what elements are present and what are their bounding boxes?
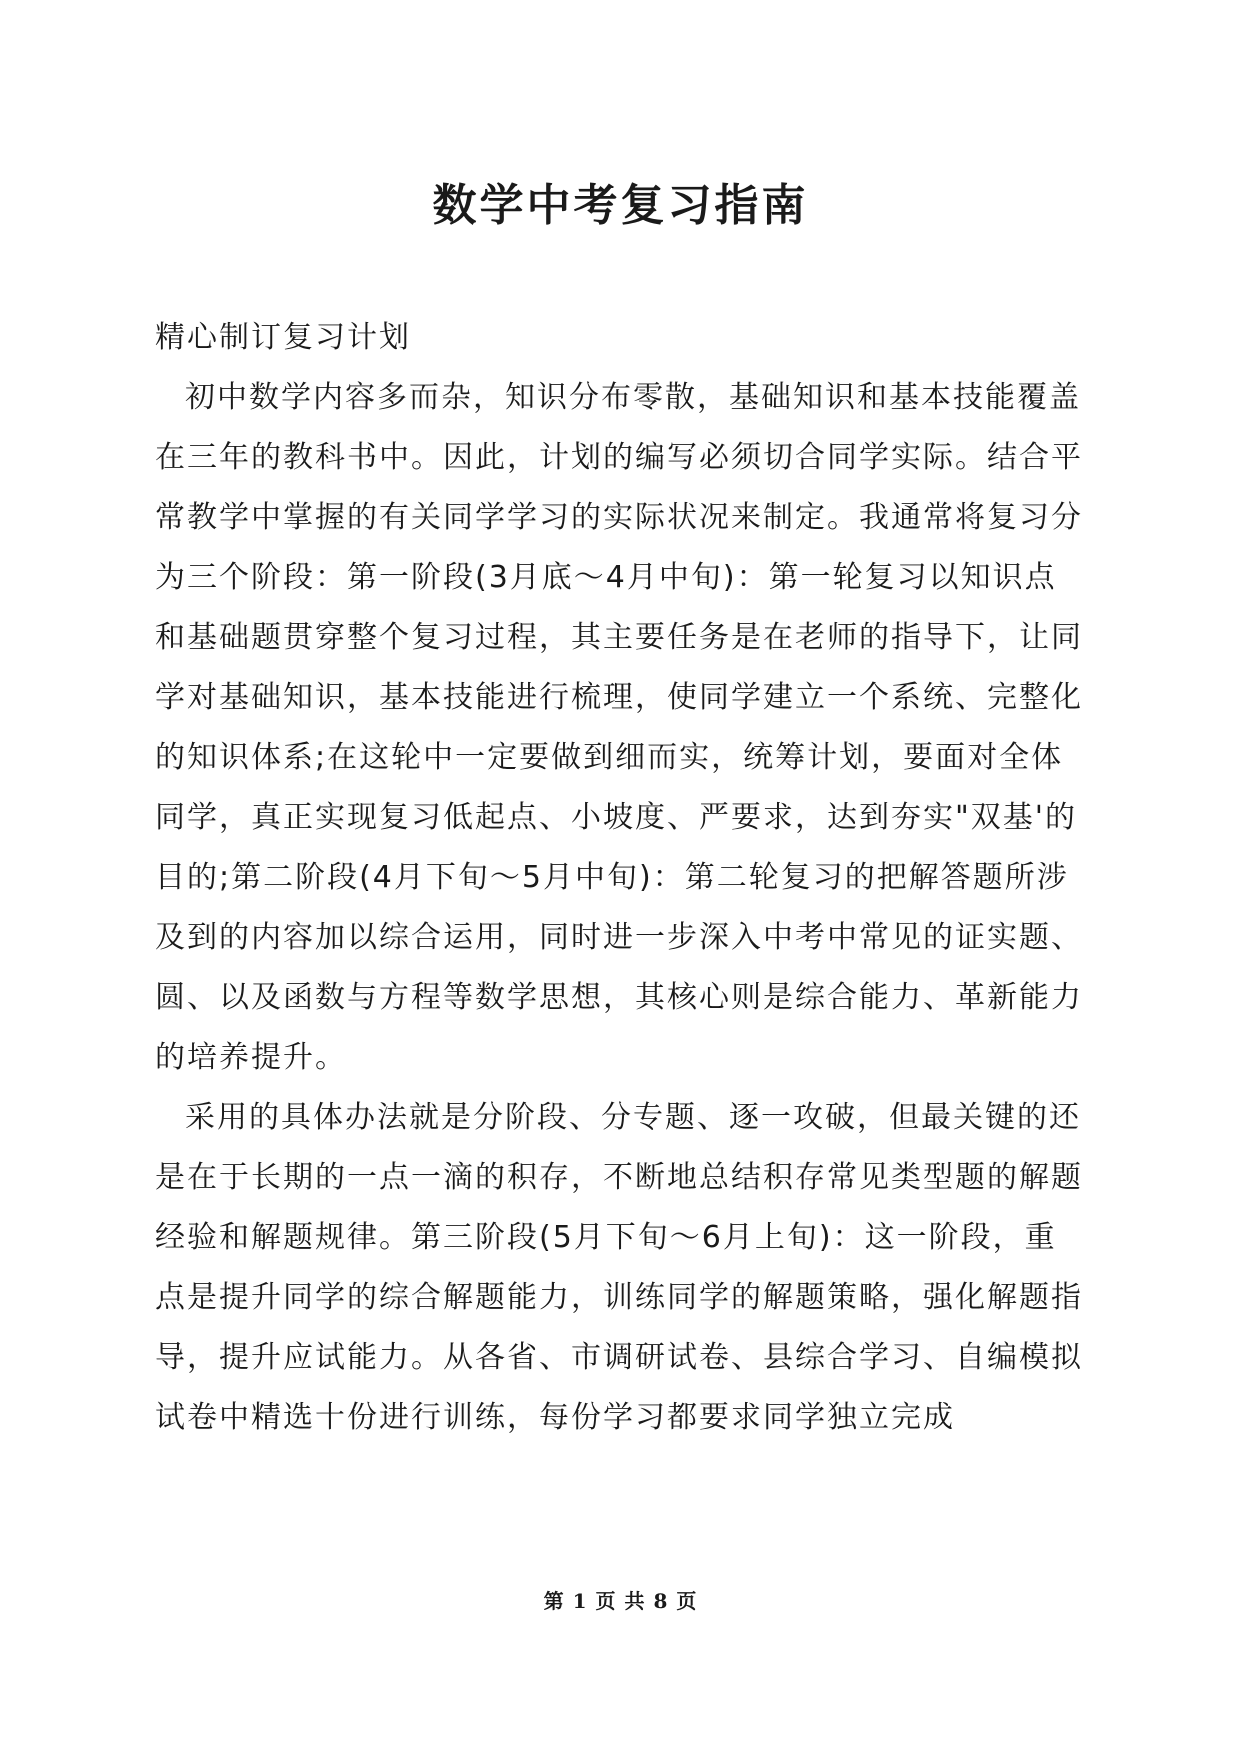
page-number-footer: 第 1 页 共 8 页	[543, 1589, 698, 1613]
document-body	[155, 308, 1085, 1448]
section-heading: 精心制订复习计划	[155, 320, 411, 355]
document-title: 数学中考复习指南	[432, 180, 809, 231]
paragraph-1: 初中数学内容多而杂，知识分布零散，基础知识和基本技能覆盖在三年的教科书中。因此，计划的编写必须切合同学实际。结合平常教学中掌握的有关同学学习的实际状况来制定。我通常将复习分为三个阶段：第一阶段(3月底～4月中旬)：第一轮复习以知识点和基础题贯穿整个复习过程，其主要任务是在老师的指导下，让同学对基础知识，基本技能进行梳理，使同学建立一个系统、完整化的知识体系;在这轮中一定要做到细而实，统筹计划，要面对全体同学，真正实现复习低起点、小坡度、严要求，达到夯实"双基'的目的;第二阶段(4月下旬～5月中旬)：第二轮复习的把解答题所涉及到的内容加以综合运用，同时进一步深入中考中常见的证实题、圆、以及函数与方程等数学思想，其核心则是综合能力、革新能力的培养提升。	[155, 380, 1083, 1075]
paragraph-2: 采用的具体办法就是分阶段、分专题、逐一攻破，但最关键的还是在于长期的一点一滴的积存，不断地总结积存常见类型题的解题经验和解题规律。第三阶段(5月下旬～6月上旬)：这一阶段，重点是提升同学的综合解题能力，训练同学的解题策略，强化解题指导，提升应试能力。从各省、市调研试卷、县综合学习、自编模拟试卷中精选十份进行训练，每份学习都要求同学独立完成	[155, 1100, 1083, 1435]
